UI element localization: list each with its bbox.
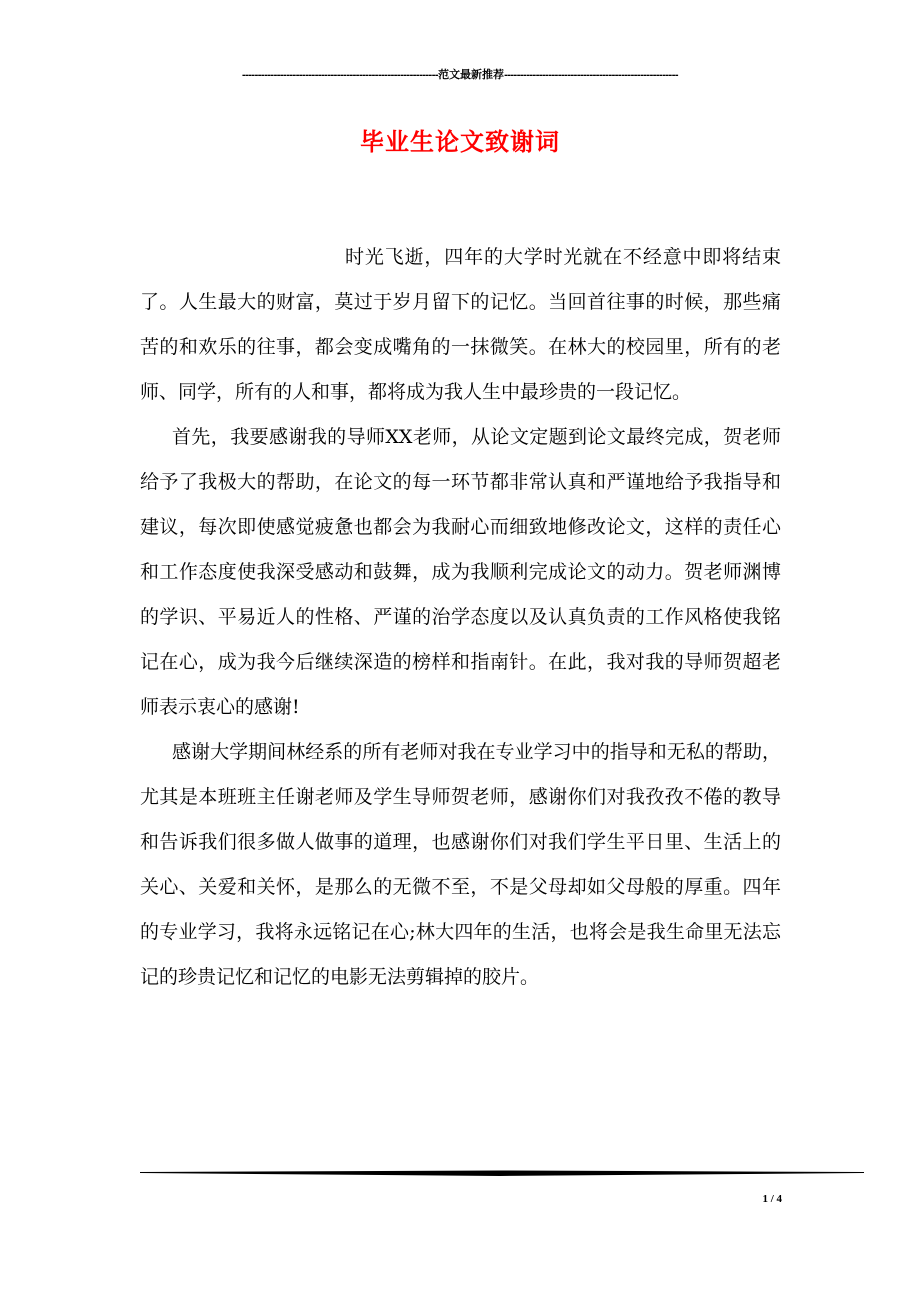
header-left-dashes: -------------------------------------------------------------- bbox=[241, 69, 439, 81]
page-header bbox=[140, 66, 780, 86]
paragraph-1: 时光飞逝，四年的大学时光就在不经意中即将结束了。人生最大的财富，莫过于岁月留下的记忆。当回首往事的时候，那些痛苦的和欢乐的往事，都会变成嘴角的一抹微笑。在林大的校园里，所有的老师、同学，所有的人和事，都将成为我人生中最珍贵的一段记忆。 bbox=[140, 246, 781, 403]
header-right-dashes: ------------------------------------------------------- bbox=[504, 69, 679, 81]
footer-rule bbox=[140, 1168, 864, 1178]
paragraph-2: 首先，我要感谢我的导师XX老师，从论文定题到论文最终完成，贺老师给予了我极大的帮助，在论文的每一环节都非常认真和严谨地给予我指导和建议，每次即使感觉疲惫也都会为我耐心而细致地修改论文，这样的责任心和工作态度使我深受感动和鼓舞，成为我顺利完成论文的动力。贺老师渊博的学识、平易近人的性格、严谨的治学态度以及认真负责的工作风格使我铭记在心，成为我今后继续深造的榜样和指南针。在此，我对我的导师贺超老师表示衷心的感谢! bbox=[140, 426, 781, 718]
header-label: 范文最新推荐 bbox=[438, 69, 505, 81]
page-number: 1 / 4 bbox=[762, 1193, 782, 1205]
paragraph-3: 感谢大学期间林经系的所有老师对我在专业学习中的指导和无私的帮助，尤其是本班班主任谢老师及学生导师贺老师，感谢你们对我孜孜不倦的教导和告诉我们很多做人做事的道理，也感谢你们对我们学生平日里、生活上的关心、关爱和关怀，是那么的无微不至，不是父母却如父母般的厚重。四年的专业学习，我将永远铭记在心;林大四年的生活，也将会是我生命里无法忘记的珍贵记忆和记忆的电影无法剪辑掉的胶片。 bbox=[140, 741, 781, 988]
document-title: 毕业生论文致谢词 bbox=[360, 127, 560, 156]
document-body bbox=[140, 235, 781, 1000]
